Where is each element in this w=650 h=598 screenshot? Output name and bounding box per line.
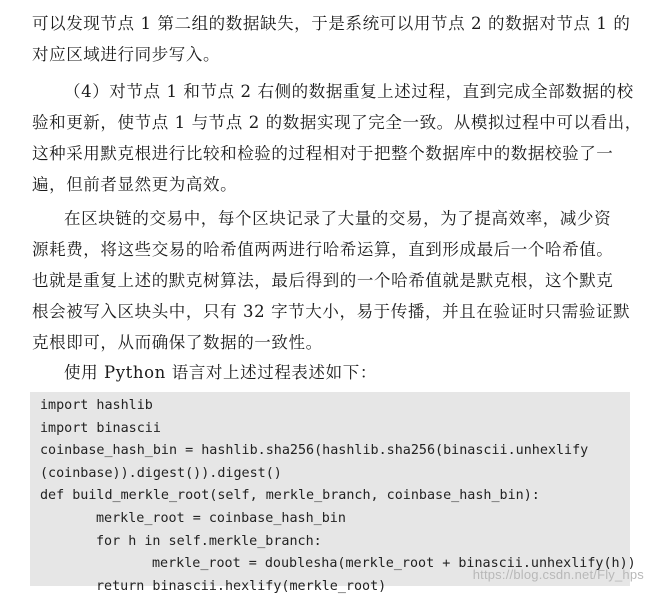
text-line: 源耗费，将这些交易的哈希值两两进行哈希运算，直到形成最后一个哈希值。 — [32, 240, 614, 259]
code-line: merkle_root = doublesha(merkle_root + binascii.unhexlify(h)) — [152, 556, 636, 572]
code-line: return binascii.hexlify(merkle_root) — [96, 578, 387, 594]
paragraph-sync-write — [32, 8, 630, 70]
text-line: 根会被写入区块头中，只有 32 字节大小，易于传播，并且在验证时只需验证默 — [32, 302, 631, 321]
code-line: (coinbase)).digest()).digest() — [40, 465, 282, 481]
watermark-url: https://blog.csdn.net/Fly_hps — [472, 567, 644, 582]
paragraph-python-intro — [32, 357, 630, 388]
text-line: 在区块链的交易中，每个区块记录了大量的交易，为了提高效率，减少资 — [64, 209, 612, 228]
code-line: for h in self.merkle_branch: — [96, 533, 322, 549]
text-line: 也就是重复上述的默克树算法，最后得到的一个哈希值就是默克根，这个默克 — [32, 271, 614, 290]
paragraph-blockchain-merkle — [32, 203, 630, 358]
code-line: import hashlib — [40, 398, 153, 413]
text-line: 这种采用默克根进行比较和检验的过程相对于把整个数据库中的数据校验了一 — [32, 144, 614, 163]
text-line: （4）对节点 1 和节点 2 右侧的数据重复上述过程，直到完成全部数据的校 — [64, 82, 634, 101]
code-line: merkle_root = coinbase_hash_bin — [96, 510, 346, 526]
text-line: 使用 Python 语言对上述过程表述如下： — [64, 363, 377, 382]
text-line: 对应区域进行同步写入。 — [32, 45, 221, 64]
code-line: def build_merkle_root(self, merkle_branch, coinbase_hash_bin): — [40, 488, 540, 504]
paragraph-step-4 — [32, 76, 642, 200]
text-line: 可以发现节点 1 第二组的数据缺失，于是系统可以用节点 2 的数据对节点 1 的 — [32, 14, 631, 33]
text-line: 遍，但前者显然更为高效。 — [32, 175, 238, 194]
code-line: import binascii — [40, 420, 161, 436]
text-line: 验和更新，使节点 1 与节点 2 的数据实现了完全一致。从模拟过程中可以看出， — [32, 113, 642, 132]
code-block — [30, 392, 636, 594]
text-line: 克根即可，从而确保了数据的一致性。 — [32, 333, 323, 352]
code-line: coinbase_hash_bin = hashlib.sha256(hashlib.sha256(binascii.unhexlify — [40, 443, 589, 459]
